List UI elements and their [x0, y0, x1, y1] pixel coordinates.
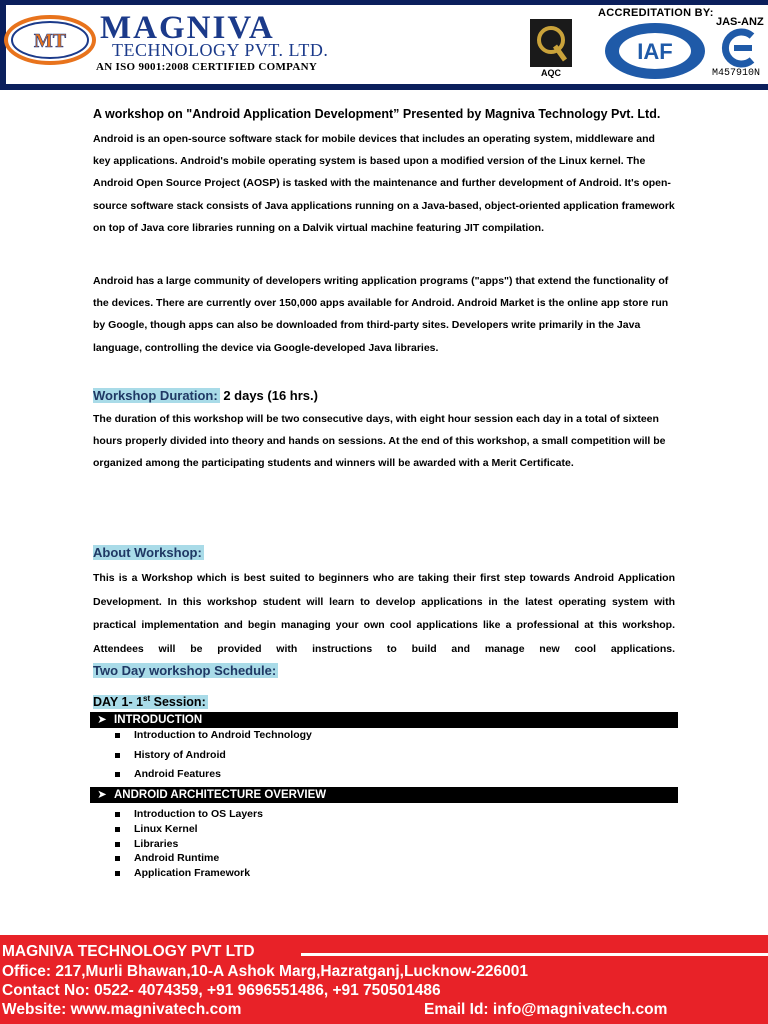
community-paragraph: Android has a large community of developers writing application programs ("apps") that extend the functionality of the devices. There are currently over 150,000 apps available for Android. Android Market is the online app store run by Google, though apps can also be downloaded from third-party sites. Developers write primarily in the Java language, controlling the device via Google-developed Java libraries. — [93, 275, 669, 354]
day1-suffix: Session: — [150, 695, 206, 710]
footer — [0, 935, 768, 1024]
duration-value: 2 days (16 hrs.) — [219, 388, 318, 403]
arrow-icon: ➤ — [97, 714, 107, 726]
iaf-seal-icon — [604, 22, 706, 80]
day1-label — [93, 695, 208, 709]
header-top-rule — [0, 0, 768, 5]
list-item: Android Runtime — [115, 852, 263, 867]
list-item: Introduction to OS Layers — [115, 808, 263, 823]
intro-paragraph: Android is an open-source software stack for mobile devices that includes an operating system, middleware and key applications. Android's mobile operating system is based upon a modified version of the Linux kernel. The Android Open Source Project (AOSP) is tasked with the maintenance and further development of Android. It's open-source software stack consists of Java applications running on a Java-based, object-oriented application framework on top of Java core libraries running on a Dalvik virtual machine featuring JIT compilation. — [93, 133, 675, 234]
day1-prefix: DAY 1- 1 — [93, 695, 144, 710]
footer-email[interactable]: Email Id: info@magnivatech.com — [424, 1001, 668, 1018]
iso-certification: AN ISO 9001:2008 CERTIFIED COMPANY — [96, 61, 318, 73]
introduction-list — [115, 729, 312, 788]
letterhead — [0, 0, 768, 92]
list-item: Linux Kernel — [115, 823, 263, 838]
section-bar-architecture — [90, 787, 678, 803]
list-item: Android Features — [115, 768, 312, 788]
section-title: ANDROID ARCHITECTURE OVERVIEW — [114, 789, 327, 801]
list-item: History of Android — [115, 749, 312, 769]
aqc-label: AQC — [541, 68, 561, 78]
list-item: Introduction to Android Technology — [115, 729, 312, 749]
header-bottom-rule — [0, 84, 768, 90]
brand-subtitle: TECHNOLOGY PVT. LTD. — [112, 40, 329, 60]
brand-name: MAGNIVA — [100, 10, 275, 46]
duration-label: Workshop Duration: — [93, 388, 218, 403]
logo-letters: MT — [33, 30, 67, 52]
jas-anz-label: JAS-ANZ — [716, 16, 764, 28]
iaf-text: IAF — [637, 39, 673, 64]
list-item: Libraries — [115, 838, 263, 853]
architecture-list — [115, 808, 263, 882]
section-bar-introduction — [90, 712, 678, 728]
section-title: INTRODUCTION — [114, 714, 203, 726]
list-item: Application Framework — [115, 867, 263, 882]
accreditation-label: ACCREDITATION BY: — [598, 7, 714, 19]
duration-paragraph: The duration of this workshop will be two consecutive days, with eight hour session each day in a total of sixteen hours properly divided into theory and hands on sessions. At the end of this workshop, a small competition will be organized among the participating students and winners will be awarded with a Merit Certificate. — [93, 413, 666, 470]
document-title: A workshop on "Android Application Development” Presented by Magniva Technology Pvt. Ltd. — [93, 107, 661, 121]
jas-anz-logo-icon — [712, 28, 764, 68]
about-label: About Workshop: — [93, 545, 202, 560]
schedule-heading — [93, 663, 278, 678]
footer-rule — [301, 953, 768, 956]
magniva-logo-icon — [4, 15, 96, 65]
about-paragraph: This is a Workshop which is best suited to beginners who are taking their first step towards Android Application Development. In this workshop student will learn to develop applications in the latest operating system with practical implementation and begin managing your own cool applications like a professional at this workshop. Attendees will be provided with instructions to build and manage new cool applications. — [93, 572, 675, 655]
footer-contact: Contact No: 0522- 4074359, +91 9696551486, +91 750501486 — [2, 982, 441, 999]
day1-heading — [93, 694, 208, 709]
day1-sup: st — [143, 694, 151, 703]
about-heading — [93, 545, 204, 560]
schedule-label: Two Day workshop Schedule: — [93, 663, 277, 678]
jas-anz-code: M457910N — [712, 68, 761, 79]
footer-company: MAGNIVA TECHNOLOGY PVT LTD — [2, 943, 255, 960]
footer-office: Office: 217,Murli Bhawan,10-A Ashok Marg,Hazratganj,Lucknow-226001 — [2, 963, 528, 980]
arrow-icon: ➤ — [97, 789, 107, 801]
duration-heading — [93, 388, 318, 403]
footer-website[interactable]: Website: www.magnivatech.com — [2, 1001, 242, 1018]
